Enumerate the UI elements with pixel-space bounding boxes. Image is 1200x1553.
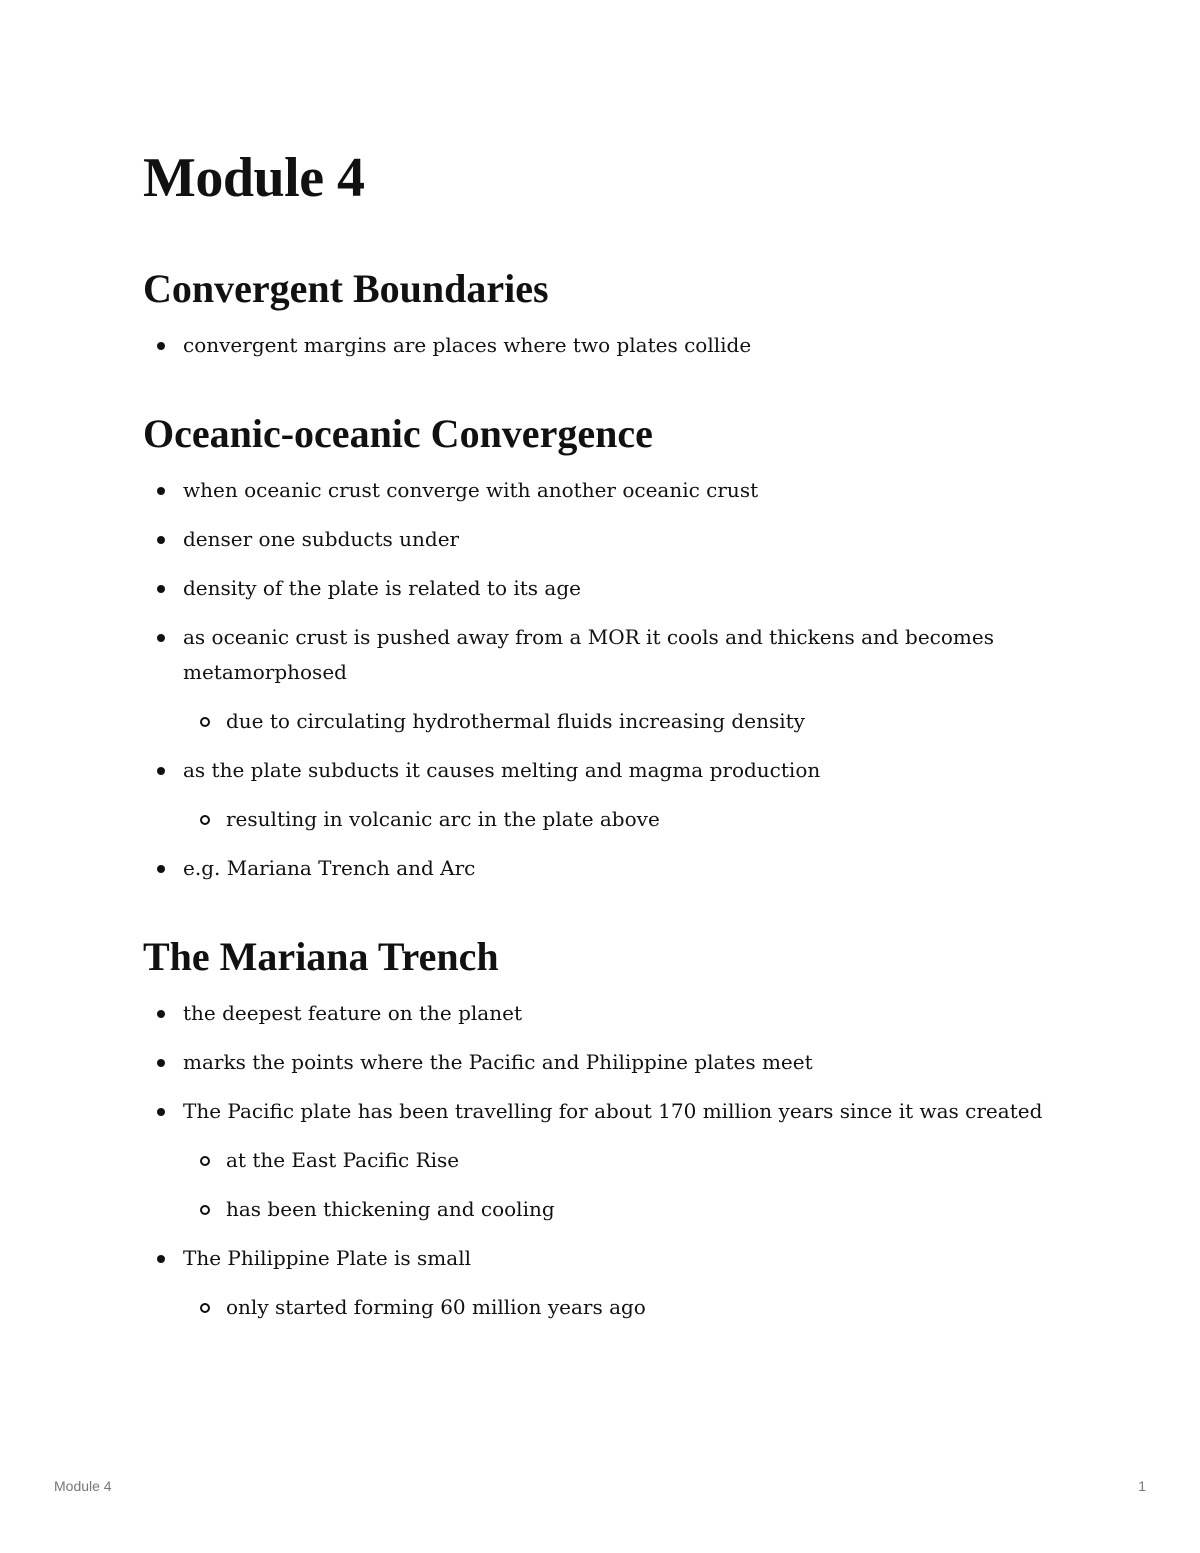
list-item <box>143 522 1043 557</box>
footer-page-number: 1 <box>1138 1478 1146 1494</box>
list-item-text: the deepest feature on the planet <box>183 1001 522 1025</box>
list-item <box>143 851 1043 886</box>
bullet-circle-icon <box>200 815 210 825</box>
bullet-circle-icon <box>200 717 210 727</box>
bullet-dot-icon <box>157 1010 165 1018</box>
document-title: Module 4 <box>143 147 365 209</box>
section-heading-mariana-trench: The Mariana Trench <box>143 934 499 979</box>
section-heading-convergent-boundaries: Convergent Boundaries <box>143 266 549 311</box>
list-item-text: density of the plate is related to its age <box>183 576 581 600</box>
list-item <box>143 473 1043 508</box>
bullet-dot-icon <box>157 634 165 642</box>
list-item-text: at the East Pacific Rise <box>226 1148 460 1172</box>
list-item-text: resulting in volcanic arc in the plate above <box>226 807 660 831</box>
bullet-circle-icon <box>200 1303 210 1313</box>
list-item-text: convergent margins are places where two plates collide <box>183 333 752 357</box>
list-item <box>143 753 1043 788</box>
list-item-text: has been thickening and cooling <box>226 1197 555 1221</box>
list-item-text: marks the points where the Pacific and Philippine plates meet <box>183 1050 813 1074</box>
list-item <box>143 1045 1043 1080</box>
sub-list-item <box>143 1290 1043 1325</box>
sub-list-item <box>143 704 1043 739</box>
list-item-text: denser one subducts under <box>183 527 460 551</box>
bullet-list-oceanic-convergence <box>143 473 1043 886</box>
list-item <box>143 1241 1043 1276</box>
list-item-text: due to circulating hydrothermal fluids increasing density <box>226 709 805 733</box>
footer-document-label: Module 4 <box>54 1478 112 1494</box>
bullet-dot-icon <box>157 1108 165 1116</box>
list-item-text: The Philippine Plate is small <box>183 1246 471 1270</box>
bullet-dot-icon <box>157 536 165 544</box>
list-item <box>143 996 1043 1031</box>
bullet-dot-icon <box>157 1255 165 1263</box>
list-item <box>143 571 1043 606</box>
bullet-dot-icon <box>157 865 165 873</box>
list-item-text: as oceanic crust is pushed away from a MOR it cools and thickens and becomes metamorphosed <box>183 625 994 684</box>
list-item-text: as the plate subducts it causes melting and magma production <box>183 758 821 782</box>
bullet-list-convergent-boundaries <box>143 328 1043 363</box>
document-content <box>143 140 1043 1369</box>
list-item-text: e.g. Mariana Trench and Arc <box>183 856 476 880</box>
bullet-dot-icon <box>157 487 165 495</box>
bullet-dot-icon <box>157 342 165 350</box>
bullet-dot-icon <box>157 1059 165 1067</box>
list-item-text: The Pacific plate has been travelling for about 170 million years since it was created <box>183 1099 1043 1123</box>
list-item-text: when oceanic crust converge with another oceanic crust <box>183 478 759 502</box>
sub-list-item <box>143 1143 1043 1178</box>
bullet-dot-icon <box>157 585 165 593</box>
list-item <box>143 620 1043 690</box>
bullet-list-mariana-trench <box>143 996 1043 1325</box>
bullet-circle-icon <box>200 1156 210 1166</box>
bullet-circle-icon <box>200 1205 210 1215</box>
list-item-text: only started forming 60 million years ago <box>226 1295 646 1319</box>
sub-list-item <box>143 1192 1043 1227</box>
list-item <box>143 328 1043 363</box>
sub-list-item <box>143 802 1043 837</box>
bullet-dot-icon <box>157 767 165 775</box>
list-item <box>143 1094 1043 1129</box>
section-heading-oceanic-convergence: Oceanic-oceanic Convergence <box>143 411 653 456</box>
